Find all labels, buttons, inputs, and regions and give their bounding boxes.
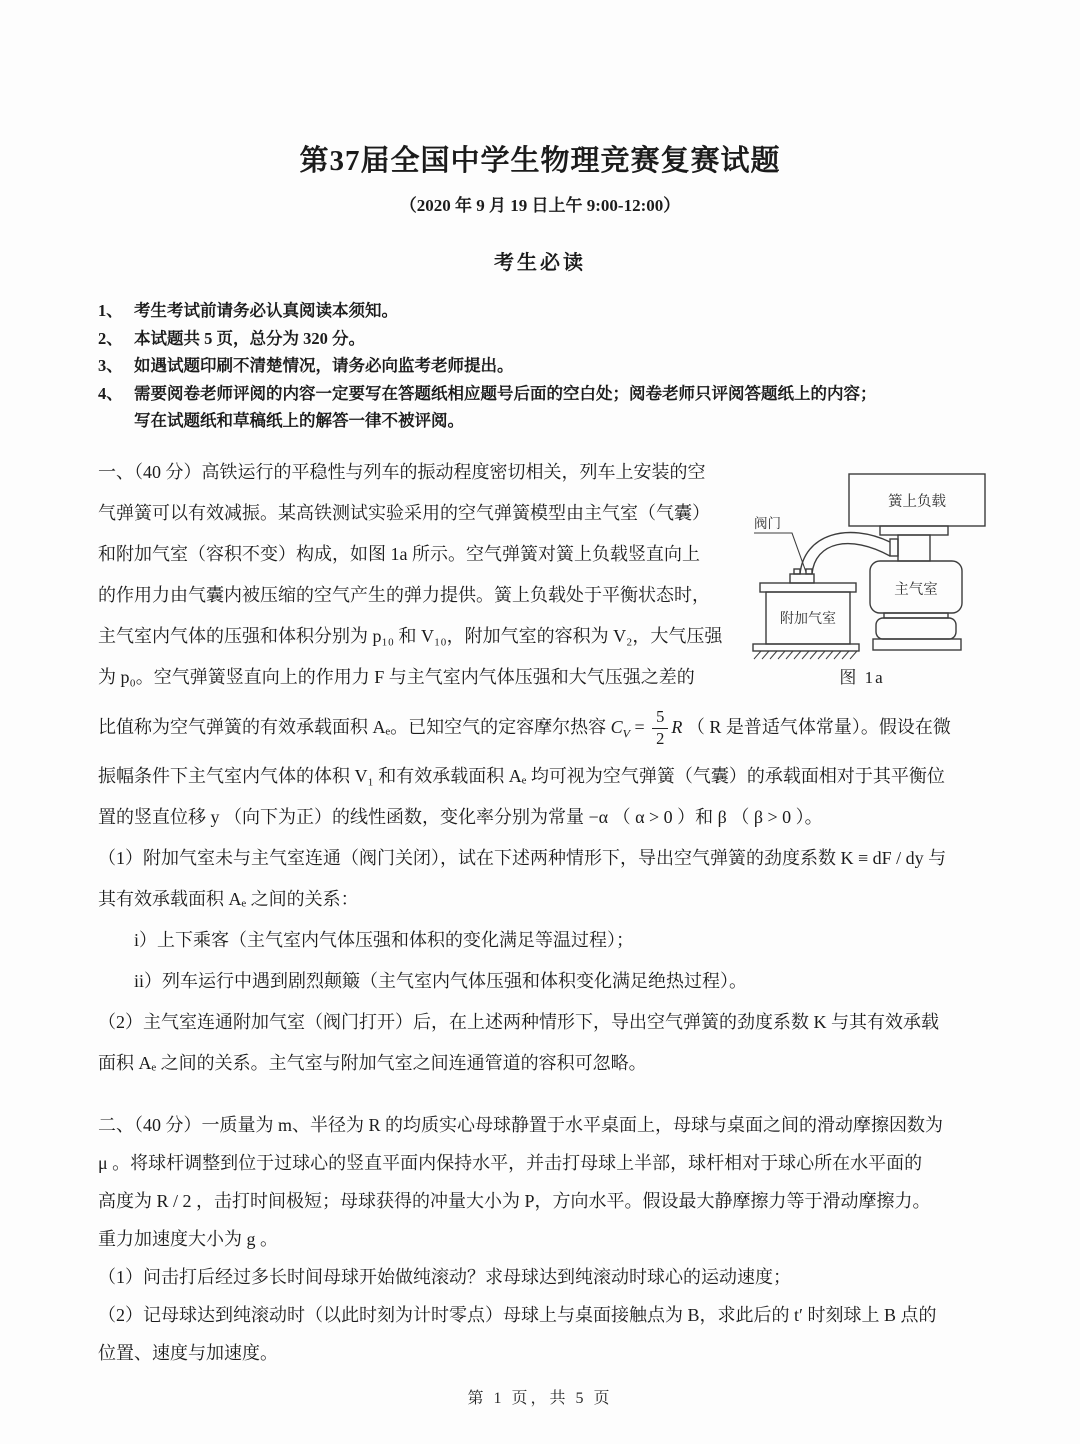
notice-item-number: 1、 xyxy=(98,301,123,320)
problem-line: 气弹簧可以有效减振。某高铁测试实验采用的空气弹簧模型由主气室（气囊） xyxy=(98,503,710,523)
problem-subitem-line: i）上下乘客（主气室内气体压强和体积的变化满足等温过程）； xyxy=(134,930,634,950)
notice-item xyxy=(98,352,998,380)
notice-heading: 考生必读 xyxy=(494,252,586,274)
notice-item-text: 需要阅卷老师评阅的内容一定要写在答题纸相应题号后面的空白处；阅卷老师只评阅答题纸上的内容； xyxy=(134,383,877,403)
problem-2 xyxy=(98,1106,1003,1372)
problem-line: （1）附加气室未与主气室连通（阀门关闭），试在下述两种情形下，导出空气弹簧的劲度系数 K ≡ dF / dy 与 xyxy=(98,848,947,868)
fraction-numerator: 5 xyxy=(652,708,668,729)
problem-line: 和附加气室（容积不变）构成，如图 1a 所示。空气弹簧对簧上负载竖直向上 xyxy=(98,544,700,564)
main-chamber-label: 主气室 xyxy=(894,582,938,598)
load-label: 簧上负载 xyxy=(888,494,946,510)
notice-item-text: 考生考试前请务必认真阅读本须知。 xyxy=(134,301,398,320)
neck-block xyxy=(898,535,930,561)
ground-plate xyxy=(753,644,859,651)
notice-item xyxy=(98,380,998,435)
notice-item-text: 写在试题纸和草稿纸上的解答一律不被评阅。 xyxy=(134,411,464,430)
page-title: 第37届全国中学生物理竞赛复赛试题 xyxy=(299,145,781,177)
problem-line: μ 。将球杆调整到位于过球心的竖直平面内保持水平，并击打母球上半部，球杆相对于球心所在水平面的 xyxy=(98,1153,923,1173)
problem-line: 置的竖直位移 y （向下为正）的线性函数，变化率分别为常量 −α （ α > 0 ）和 β （ β > 0 ）。 xyxy=(98,807,823,827)
problem-line: 其有效承载面积 Aₑ 之间的关系： xyxy=(98,889,359,909)
figure-caption: 图 1a xyxy=(839,668,885,687)
fraction xyxy=(652,708,668,749)
notice-item xyxy=(98,297,998,325)
valve-post xyxy=(794,569,800,574)
page-footer: 第 1 页，共 5 页 xyxy=(467,1390,613,1407)
aux-chamber-label: 附加气室 xyxy=(780,612,836,627)
main-chamber-base xyxy=(873,639,961,650)
notice-item-text: 本试题共 5 页，总分为 320 分。 xyxy=(134,328,365,348)
problem-line: （2）记母球达到纯滚动时（以此时刻为计时零点）母球上与桌面接触点为 B，求此后的 t′ 时刻球上 B 点的 xyxy=(98,1305,937,1325)
pedestal-plate xyxy=(880,526,948,535)
figure-1a xyxy=(752,466,1008,688)
connecting-pipe xyxy=(812,544,890,574)
exam-datetime: （2020 年 9 月 19 日上午 9:00-12:00） xyxy=(399,196,681,215)
equals-sign: = xyxy=(629,717,650,737)
fraction-line-post: （ R 是普适气体常量）。假设在微 xyxy=(682,717,951,737)
problem-line: 振幅条件下主气室内气体的体积 V₁ 和有效承载面积 Aₑ 均可视为空气弹簧（气囊）的承载面相对于其平衡位 xyxy=(98,766,945,786)
fraction-denominator: 2 xyxy=(656,729,665,749)
valve-pointer-line xyxy=(754,533,806,572)
problem-line: 面积 Aₑ 之间的关系。主气室与附加气室之间连通管道的容积可忽略。 xyxy=(98,1053,647,1073)
problem-line-with-fraction xyxy=(98,698,1003,756)
problem-line: 二、（40 分）一质量为 m、半径为 R 的均质实心母球静置于水平桌面上，母球与桌面之间的滑动摩擦因数为 xyxy=(98,1115,944,1135)
notice-item-number: 2、 xyxy=(98,328,123,348)
heat-capacity-subscript: V xyxy=(622,726,630,741)
notice-item xyxy=(98,325,998,353)
problem-line: 为 p₀。空气弹簧竖直向上的作用力 F 与主气室内气体压强和大气压强之差的 xyxy=(98,667,695,687)
problem-subitem-line: ii）列车运行中遇到剧烈颠簸（主气室内气体压强和体积变化满足绝热过程）。 xyxy=(134,971,747,991)
valve-post xyxy=(806,569,812,574)
problem-line: （1）问击打后经过多长时间母球开始做纯滚动？求母球达到纯滚动时球心的运动速度； xyxy=(98,1267,791,1287)
aux-chamber-lid xyxy=(760,583,856,592)
valve-label: 阀门 xyxy=(754,516,781,531)
problem-line: （2）主气室连通附加气室（阀门打开）后，在上述两种情形下，导出空气弹簧的劲度系数 K 与其有效承载 xyxy=(98,1012,939,1032)
problem-line: 一、（40 分）高铁运行的平稳性与列车的振动程度密切相关，列车上安装的空 xyxy=(98,462,706,482)
problem-line: 的作用力由气囊内被压缩的空气产生的弹力提供。簧上负载处于平衡状态时， xyxy=(98,585,710,605)
problem-line: 高度为 R / 2 ，击打时间极短；母球获得的冲量大小为 P，方向水平。假设最大静摩擦力等于滑动摩擦力。 xyxy=(98,1191,931,1211)
problem-line: 主气室内气体的压强和体积分别为 p₁₀ 和 V₁₀，附加气室的容积为 V₂，大气压强 xyxy=(98,626,723,646)
heat-capacity-symbol: C xyxy=(610,717,623,737)
notice-item-number: 3、 xyxy=(98,356,123,375)
main-chamber-waist xyxy=(884,613,948,618)
valve-fitting xyxy=(790,574,814,583)
notice-item-text: 如遇试题印刷不清楚情况，请务必向监考老师提出。 xyxy=(134,356,514,375)
problem-line: 重力加速度大小为 g 。 xyxy=(98,1229,278,1249)
fraction-line-pre: 比值称为空气弹簧的有效承载面积 Aₑ。已知空气的定容摩尔热容 xyxy=(98,717,611,737)
notice-item-number: 4、 xyxy=(98,383,123,403)
notice-list xyxy=(98,297,998,435)
problem-line: 位置、速度与加速度。 xyxy=(98,1343,278,1363)
ground-hatching xyxy=(754,651,857,659)
gas-constant-symbol: R xyxy=(671,717,683,737)
pipe-flange xyxy=(890,539,898,556)
air-spring-diagram xyxy=(752,466,1008,662)
main-chamber-lower-lobe xyxy=(876,618,956,639)
